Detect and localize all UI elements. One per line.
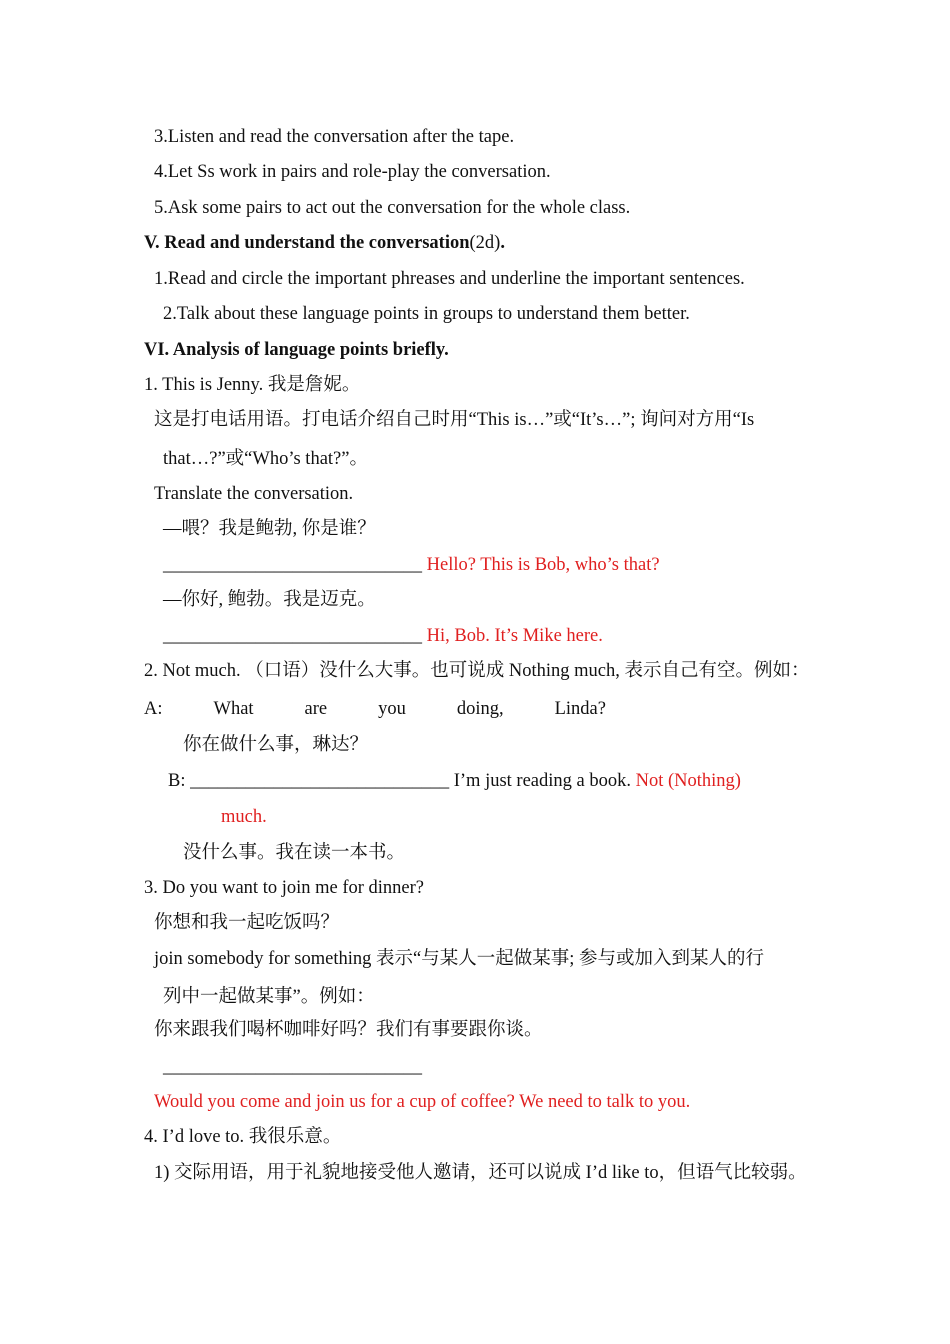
point-2-line-b [168, 769, 741, 793]
point-1-note-line-2: that…?”或“Who’s that?”。 [163, 449, 368, 469]
point-1-dialog-1-cn: —喂？我是鲍勃, 你是谁？ [163, 519, 376, 539]
section-6-heading: VI. Analysis of language points briefly. [144, 340, 449, 360]
point-1-dialog-2-answer: Hi, Bob. It’s Mike here. [426, 626, 603, 646]
step-5: 5.Ask some pairs to act out the conversation for the whole class. [154, 198, 631, 218]
answer-blank: ____________________________ [163, 1057, 422, 1077]
point-3-answer: Would you come and join us for a cup of coffee? We need to talk to you. [154, 1092, 691, 1112]
point-3-note-line-1: join somebody for something 表示“与某人一起做某事; 参与或加入到某人的行 [154, 949, 764, 969]
point-4-title: 4. I’d love to. 我很乐意。 [144, 1127, 342, 1147]
word: doing, [456, 699, 504, 719]
answer-blank: ____________________________ [163, 626, 422, 646]
point-2-b-answer: Not (Nothing) [635, 771, 741, 791]
point-2-title: 2. Not much. （口语）没什么大事。也可说成 Nothing much, 表示自己有空。例如： [144, 661, 810, 681]
section-5-heading [144, 231, 505, 255]
section-5-heading-text: V. Read and understand the conversation [144, 233, 470, 253]
word: Linda? [554, 699, 606, 719]
point-1-dialog-1 [163, 553, 660, 577]
point-3-note-line-2: 列中一起做某事”。例如： [163, 987, 375, 1007]
section-5-heading-ref: (2d) [469, 233, 501, 253]
step-3: 3.Listen and read the conversation after the tape. [154, 127, 515, 147]
point-3-cn: 你想和我一起吃饭吗？ [154, 913, 340, 933]
point-3-example-cn: 你来跟我们喝杯咖啡好吗？我们有事要跟你谈。 [154, 1020, 543, 1040]
point-1-note-line-1: 这是打电话用语。打电话介绍自己时用“This is…”或“It’s…”; 询问对方用“Is [154, 410, 755, 430]
section-5-item-2: 2.Talk about these language points in groups to understand them better. [163, 304, 690, 324]
point-4-note: 1) 交际用语，用于礼貌地接受他人邀请，还可以说成 I’d like to，但语气比较弱。 [154, 1163, 807, 1183]
step-4: 4.Let Ss work in pairs and role-play the conversation. [154, 162, 551, 182]
point-1-title: 1. This is Jenny. 我是詹妮。 [144, 375, 361, 395]
word: are [304, 699, 328, 719]
point-2-b-answer-cont: much. [221, 807, 267, 827]
point-2-b-text: I’m just reading a book. [453, 771, 631, 791]
point-1-dialog-2-cn: —你好, 鲍勃。我是迈克。 [163, 590, 376, 610]
answer-blank: ____________________________ [163, 555, 422, 575]
answer-blank: ____________________________ [190, 771, 450, 791]
point-2-b-cn: 没什么事。我在读一本书。 [183, 843, 406, 863]
point-2-a-cn: 你在做什么事，琳达？ [183, 735, 369, 755]
point-3-title: 3. Do you want to join me for dinner? [144, 878, 425, 898]
word: What [213, 699, 254, 719]
speaker-a-label: A: [144, 699, 163, 719]
section-5-item-1: 1.Read and circle the important phreases and underline the important sentences. [154, 269, 745, 289]
section-5-heading-end: . [500, 233, 505, 253]
point-1-translate: Translate the conversation. [154, 484, 354, 504]
point-1-dialog-2 [163, 624, 603, 648]
word: you [378, 699, 406, 719]
point-2-line-a [144, 697, 606, 721]
point-1-dialog-1-answer: Hello? This is Bob, who’s that? [426, 555, 660, 575]
speaker-b-label: B: [168, 771, 186, 791]
